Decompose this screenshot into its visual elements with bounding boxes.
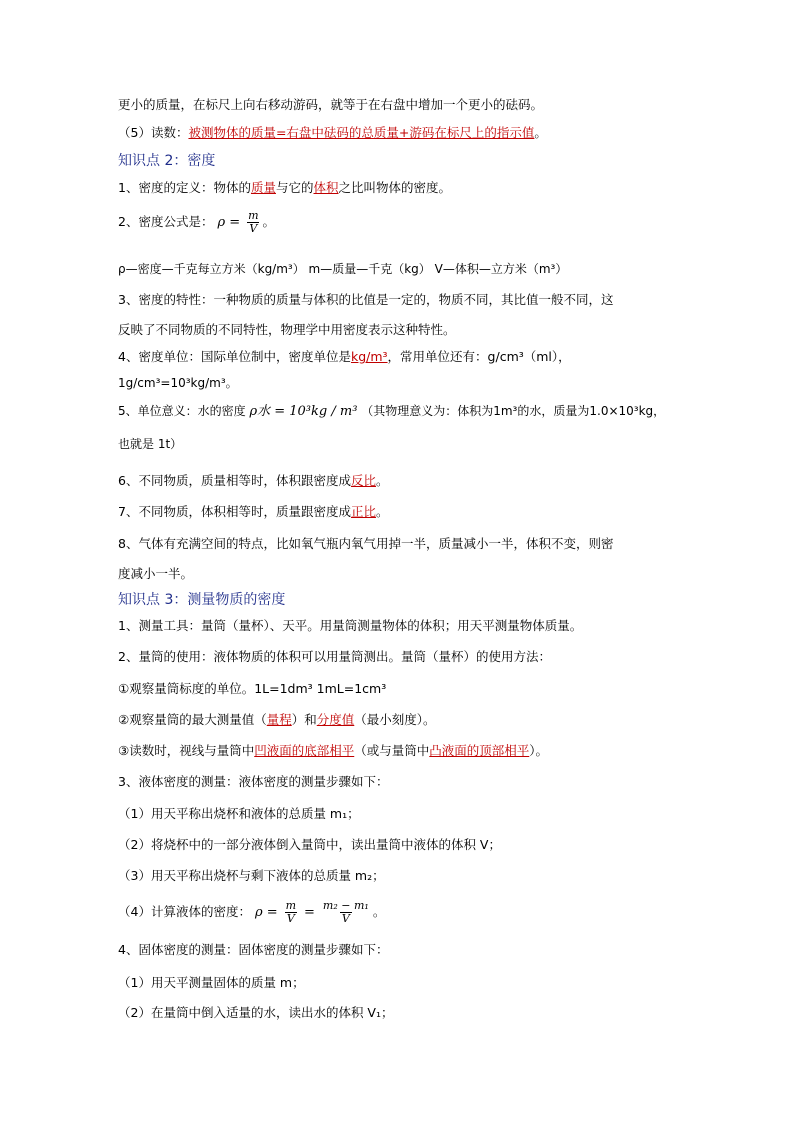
paragraph-text: 6、不同物质，质量相等时，体积跟密度成: [118, 473, 351, 488]
paragraph-text: 7、不同物质，体积相等时，质量跟密度成: [118, 504, 351, 519]
paragraph-text: 3、密度的特性：一种物质的质量与体积的比值是一定的，物质不同，其比值一般不同，这: [118, 292, 614, 307]
highlighted-text: 凹液面的底部相平: [254, 743, 355, 758]
text-line: [118, 503, 389, 521]
fraction: [321, 900, 371, 925]
fraction-numerator: m: [285, 899, 297, 912]
text-line: [118, 435, 182, 453]
text-line: [118, 321, 456, 339]
paragraph-text: （5）读数：: [118, 125, 189, 140]
text-line: [118, 96, 543, 114]
paragraph-text: （2）在量筒中倒入适量的水，读出水的体积 V₁；: [118, 1005, 394, 1020]
text-line: [118, 648, 551, 666]
paragraph-text: ，常用单位还有：g/cm³（ml），: [387, 349, 571, 364]
paragraph-text: 1g/cm³=10³kg/m³。: [118, 376, 238, 390]
text-line: [118, 711, 436, 729]
paragraph-text: 更小的质量，在标尺上向右移动游码，就等于在右盘中增加一个更小的砝码。: [118, 97, 544, 112]
heading-text: 知识点 2：密度: [118, 153, 216, 169]
fraction: [246, 210, 260, 235]
formula-symbol: ρ =: [217, 215, 241, 230]
text-line: [118, 179, 451, 197]
paragraph-text: 4、密度单位：国际单位制中，密度单位是: [118, 349, 351, 364]
paragraph-text: ③读数时，视线与量筒中: [118, 743, 255, 758]
paragraph-text: （其物理意义为：体积为1m³的水，质量为1.0×10³kg，: [361, 404, 666, 418]
paragraph-text: 4、固体密度的测量：固体密度的测量步骤如下：: [118, 942, 389, 957]
paragraph-text: 。: [372, 904, 386, 919]
highlighted-text: kg/m³: [350, 349, 388, 364]
highlighted-text: 反比: [350, 473, 376, 488]
highlighted-text: 量程: [266, 712, 292, 727]
text-line: [118, 374, 238, 392]
text-line: [118, 836, 501, 854]
fraction-numerator: m₂ − m₁: [322, 899, 369, 912]
highlighted-text: 体积: [313, 180, 339, 195]
text-line: [118, 680, 386, 698]
text-line: [118, 941, 388, 959]
paragraph-text: （2）将烧杯中的一部分液体倒入量筒中，读出量筒中液体的体积 V；: [118, 837, 501, 852]
paragraph-text: ①观察量筒标度的单位。1L=1dm³ 1mL=1cm³: [118, 681, 387, 696]
paragraph-text: 1、测量工具：量筒（量杯）、天平。用量筒测量物体的体积；用天平测量物体质量。: [118, 618, 583, 633]
highlighted-text: 分度值: [316, 712, 355, 727]
text-line: [118, 867, 385, 885]
text-line: [118, 565, 193, 583]
paragraph-text: 。: [534, 125, 547, 140]
highlighted-text: 质量: [250, 180, 276, 195]
text-line: [118, 773, 388, 791]
text-line: [118, 535, 613, 553]
paragraph-text: ）和: [291, 712, 317, 727]
paragraph-text: 也就是 1t）: [118, 437, 183, 451]
fraction-denominator: V: [249, 222, 258, 235]
formula-line: [118, 208, 275, 237]
paragraph-text: （1）用天平称出烧杯和液体的总质量 m₁；: [118, 806, 360, 821]
paragraph-text: 8、气体有充满空间的特点，比如氧气瓶内氧气用掉一半，质量减小一半，体积不变，则密: [118, 536, 614, 551]
paragraph-text: 。: [375, 473, 389, 488]
section-heading: [118, 591, 285, 609]
paragraph-text: 5、单位意义：水的密度: [118, 404, 246, 418]
paragraph-text: （1）用天平测量固体的质量 m；: [118, 975, 305, 990]
paragraph-text: （或与量筒中: [354, 743, 430, 758]
formula-symbol: ρ =: [254, 905, 278, 920]
paragraph-text: 2、密度公式是：: [118, 214, 214, 229]
fraction-denominator: V: [286, 912, 295, 925]
text-line: [118, 974, 305, 992]
text-line: [118, 1004, 394, 1022]
section-heading: [118, 152, 215, 170]
formula-symbol: =: [304, 905, 315, 920]
paragraph-text: 度减小一半。: [118, 566, 194, 581]
text-line: [118, 742, 548, 760]
formula-line: [118, 898, 385, 927]
highlighted-text: 被测物体的质量=右盘中砝码的总质量+游码在标尺上的指示值: [188, 125, 535, 140]
formula-symbol: ρ水 = 10³kg / m³: [249, 404, 358, 419]
highlighted-text: 正比: [350, 504, 376, 519]
fraction-denominator: V: [341, 912, 350, 925]
paragraph-text: 之比叫物体的密度。: [338, 180, 452, 195]
paragraph-text: 3、液体密度的测量：液体密度的测量步骤如下：: [118, 774, 389, 789]
paragraph-text: （4）计算液体的密度：: [118, 904, 251, 919]
paragraph-text: 与它的: [275, 180, 314, 195]
paragraph-text: （3）用天平称出烧杯与剩下液体的总质量 m₂；: [118, 868, 385, 883]
text-line: [118, 291, 613, 309]
paragraph-text: 。: [262, 214, 276, 229]
text-line: [118, 260, 567, 278]
paragraph-text: （最小刻度）。: [354, 712, 436, 727]
fraction-numerator: m: [248, 209, 259, 222]
paragraph-text: 反映了不同物质的不同特性，物理学中用密度表示这种特性。: [118, 322, 456, 337]
text-line: [118, 348, 571, 366]
fraction: [284, 900, 298, 925]
heading-text: 知识点 3：测量物质的密度: [118, 592, 286, 608]
text-line: [118, 472, 389, 490]
paragraph-text: 。: [375, 504, 389, 519]
text-line: [118, 124, 547, 142]
paragraph-text: ②观察量筒的最大测量值（: [118, 712, 267, 727]
paragraph-text: 2、量筒的使用：液体物质的体积可以用量筒测出。量筒（量杯）的使用方法：: [118, 649, 551, 664]
paragraph-text: 1、密度的定义：物体的: [118, 180, 251, 195]
text-line: [118, 805, 360, 823]
text-line: [118, 402, 665, 421]
highlighted-text: 凸液面的顶部相平: [429, 743, 530, 758]
paragraph-text: ρ—密度—千克每立方米（kg/m³） m—质量—千克（kg） V—体积—立方米（m³）: [118, 262, 568, 276]
paragraph-text: ）。: [529, 743, 549, 758]
text-line: [118, 617, 582, 635]
